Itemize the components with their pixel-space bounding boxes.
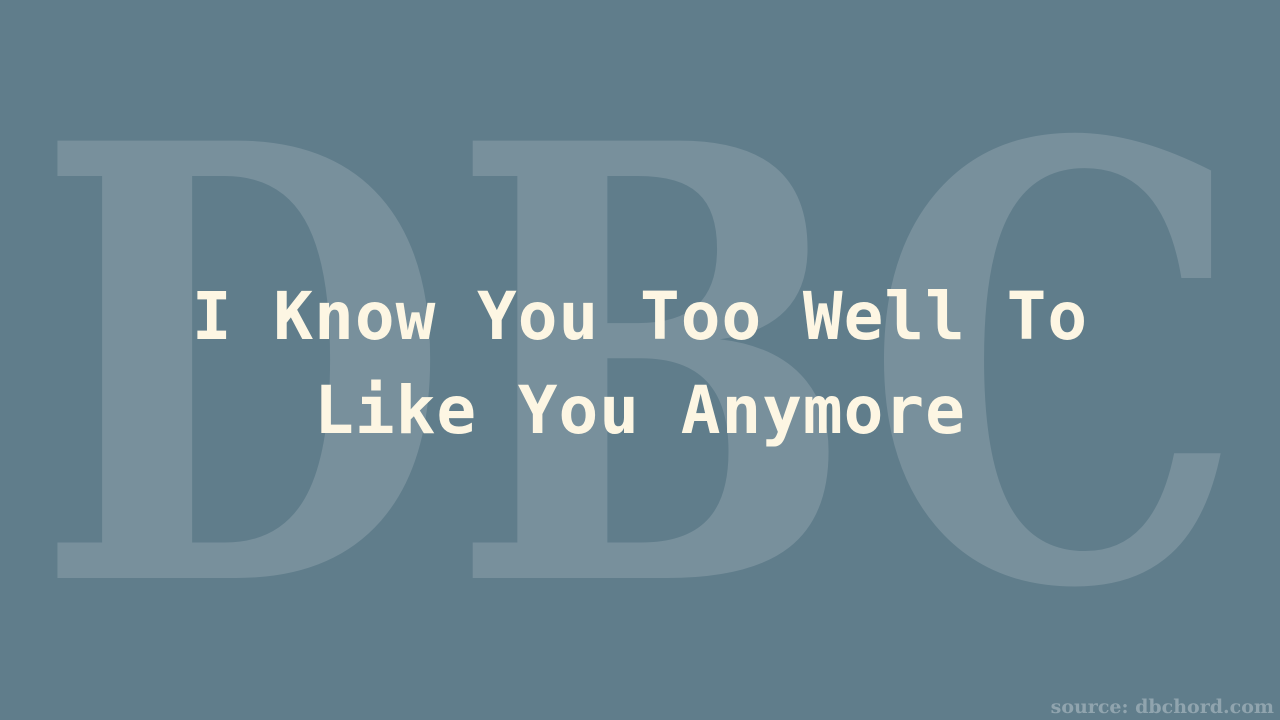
watermark-text: DBC [35,15,1245,720]
source-credit: source: dbchord.com [1050,696,1274,718]
page-title [0,270,1280,458]
title-line-1: I Know You Too Well To [191,278,1089,355]
title-line-2: Like You Anymore [314,372,966,449]
